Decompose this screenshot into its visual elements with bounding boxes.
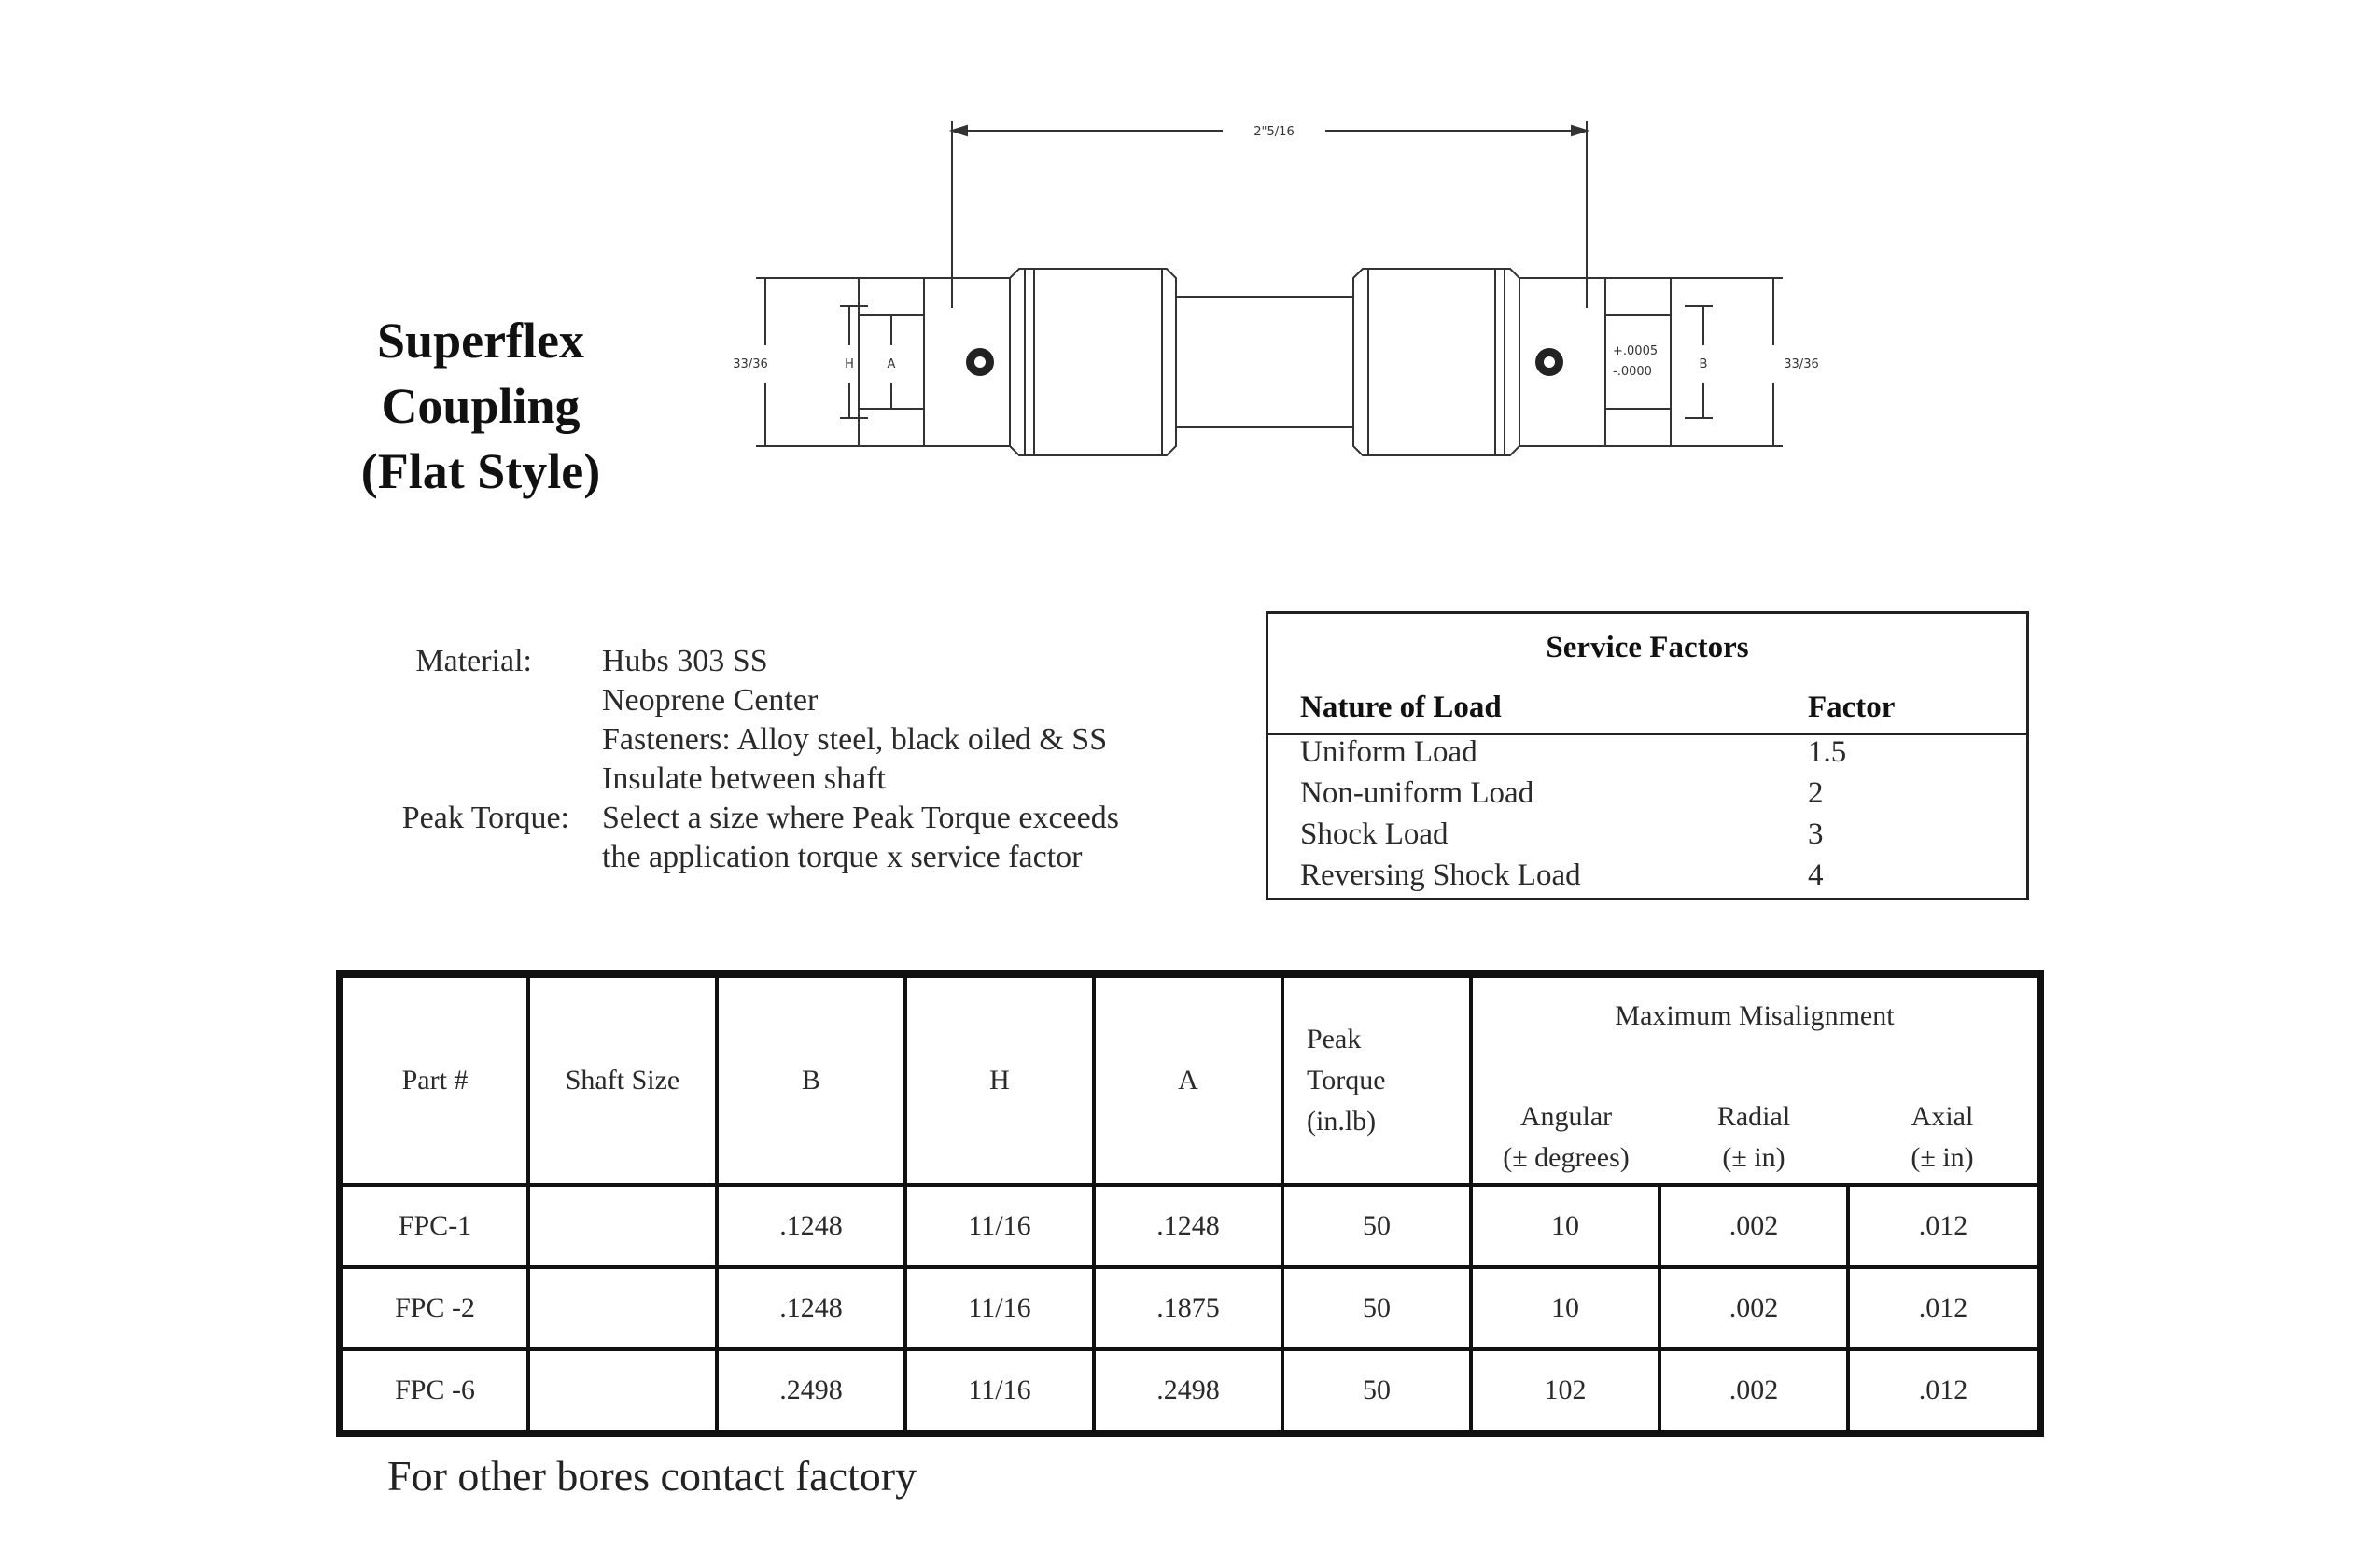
header-radial — [1659, 1092, 1848, 1185]
set-screw-left-icon — [966, 348, 994, 376]
cell-torque: 50 — [1282, 1267, 1471, 1349]
angular-unit: (± degrees) — [1503, 1142, 1630, 1173]
material-line: Hubs 303 SS — [602, 644, 768, 678]
set-screw-right-icon — [1535, 348, 1563, 376]
service-factors-title: Service Factors — [1546, 631, 1749, 664]
service-factors-box — [1266, 611, 2029, 900]
load-factor: 2 — [1808, 776, 1824, 810]
dim-right-tol-plus: +.0005 — [1613, 344, 1659, 358]
dim-left-od: 33/36 — [733, 357, 768, 371]
load-factor: 1.5 — [1808, 735, 1847, 769]
torque-line: the application torque x service factor — [602, 840, 1083, 874]
header-angular — [1471, 1092, 1659, 1185]
cell-b: .1248 — [717, 1185, 905, 1267]
cell-a: .1248 — [1094, 1185, 1282, 1267]
cell-shaft — [528, 1267, 717, 1349]
header-axial — [1848, 1092, 2040, 1185]
radial-unit: (± in) — [1722, 1142, 1785, 1173]
cell-angular: 10 — [1471, 1185, 1659, 1267]
coupling-drawing — [728, 93, 1829, 467]
material-line: Fasteners: Alloy steel, black oiled & SS — [602, 722, 1108, 757]
cell-shaft — [528, 1349, 717, 1433]
cell-a: .1875 — [1094, 1267, 1282, 1349]
footnote: For other bores contact factory — [387, 1452, 917, 1500]
material-line: Neoprene Center — [602, 683, 819, 718]
cell-angular: 102 — [1471, 1349, 1659, 1433]
cell-part: FPC -6 — [340, 1349, 528, 1433]
axial-label: Axial — [1911, 1101, 1974, 1132]
load-factor: 4 — [1808, 858, 1824, 892]
peak-line-3: (in.lb) — [1307, 1106, 1377, 1137]
cell-part: FPC-1 — [340, 1185, 528, 1267]
header-max-misalignment: Maximum Misalignment — [1471, 974, 2040, 1092]
cell-b: .1248 — [717, 1267, 905, 1349]
load-name: Uniform Load — [1300, 735, 1477, 769]
cell-h: 11/16 — [905, 1185, 1094, 1267]
nature-of-load-header: Nature of Load — [1300, 691, 1502, 724]
peak-torque-label: Peak Torque: — [401, 801, 569, 835]
cell-axial: .012 — [1848, 1349, 2040, 1433]
table-row — [340, 1267, 2040, 1349]
dim-left-h: H — [845, 357, 854, 371]
material-label: Material: — [415, 644, 532, 678]
table-row — [340, 1185, 2040, 1267]
cell-torque: 50 — [1282, 1185, 1471, 1267]
table-row — [340, 1349, 2040, 1433]
load-factor: 3 — [1808, 817, 1824, 851]
cell-axial: .012 — [1848, 1267, 2040, 1349]
header-a: A — [1094, 974, 1282, 1185]
torque-line: Select a size where Peak Torque exceeds — [602, 801, 1119, 835]
load-name: Shock Load — [1300, 817, 1449, 851]
cell-radial: .002 — [1659, 1185, 1848, 1267]
title-line-2: Coupling — [381, 378, 581, 434]
dim-right-b: B — [1699, 357, 1708, 371]
dim-right-od: 33/36 — [1784, 357, 1819, 371]
header-peak-torque — [1282, 974, 1471, 1185]
dim-right-tol-minus: -.0000 — [1613, 365, 1652, 379]
dim-overall-length: 2"5/16 — [1253, 125, 1295, 139]
header-shaft-size: Shaft Size — [528, 974, 717, 1185]
load-name: Reversing Shock Load — [1300, 858, 1581, 892]
cell-h: 11/16 — [905, 1349, 1094, 1433]
header-part: Part # — [340, 974, 528, 1185]
cell-radial: .002 — [1659, 1349, 1848, 1433]
header-h: H — [905, 974, 1094, 1185]
cell-radial: .002 — [1659, 1267, 1848, 1349]
load-name: Non-uniform Load — [1300, 776, 1534, 810]
cell-torque: 50 — [1282, 1349, 1471, 1433]
product-title — [327, 308, 635, 504]
cell-b: .2498 — [717, 1349, 905, 1433]
title-line-1: Superflex — [377, 313, 584, 369]
cell-angular: 10 — [1471, 1267, 1659, 1349]
cell-axial: .012 — [1848, 1185, 2040, 1267]
axial-unit: (± in) — [1911, 1142, 1974, 1173]
cell-a: .2498 — [1094, 1349, 1282, 1433]
peak-line-1: Peak — [1307, 1024, 1362, 1054]
parts-table — [336, 970, 2044, 1437]
peak-line-2: Torque — [1307, 1065, 1386, 1095]
factor-header: Factor — [1808, 691, 1896, 724]
header-b: B — [717, 974, 905, 1185]
cell-shaft — [528, 1185, 717, 1267]
material-line: Insulate between shaft — [602, 761, 886, 796]
cell-h: 11/16 — [905, 1267, 1094, 1349]
angular-label: Angular — [1519, 1101, 1613, 1132]
title-line-3: (Flat Style) — [360, 443, 601, 499]
dim-left-a: A — [887, 357, 896, 371]
cell-part: FPC -2 — [340, 1267, 528, 1349]
radial-label: Radial — [1716, 1101, 1791, 1132]
